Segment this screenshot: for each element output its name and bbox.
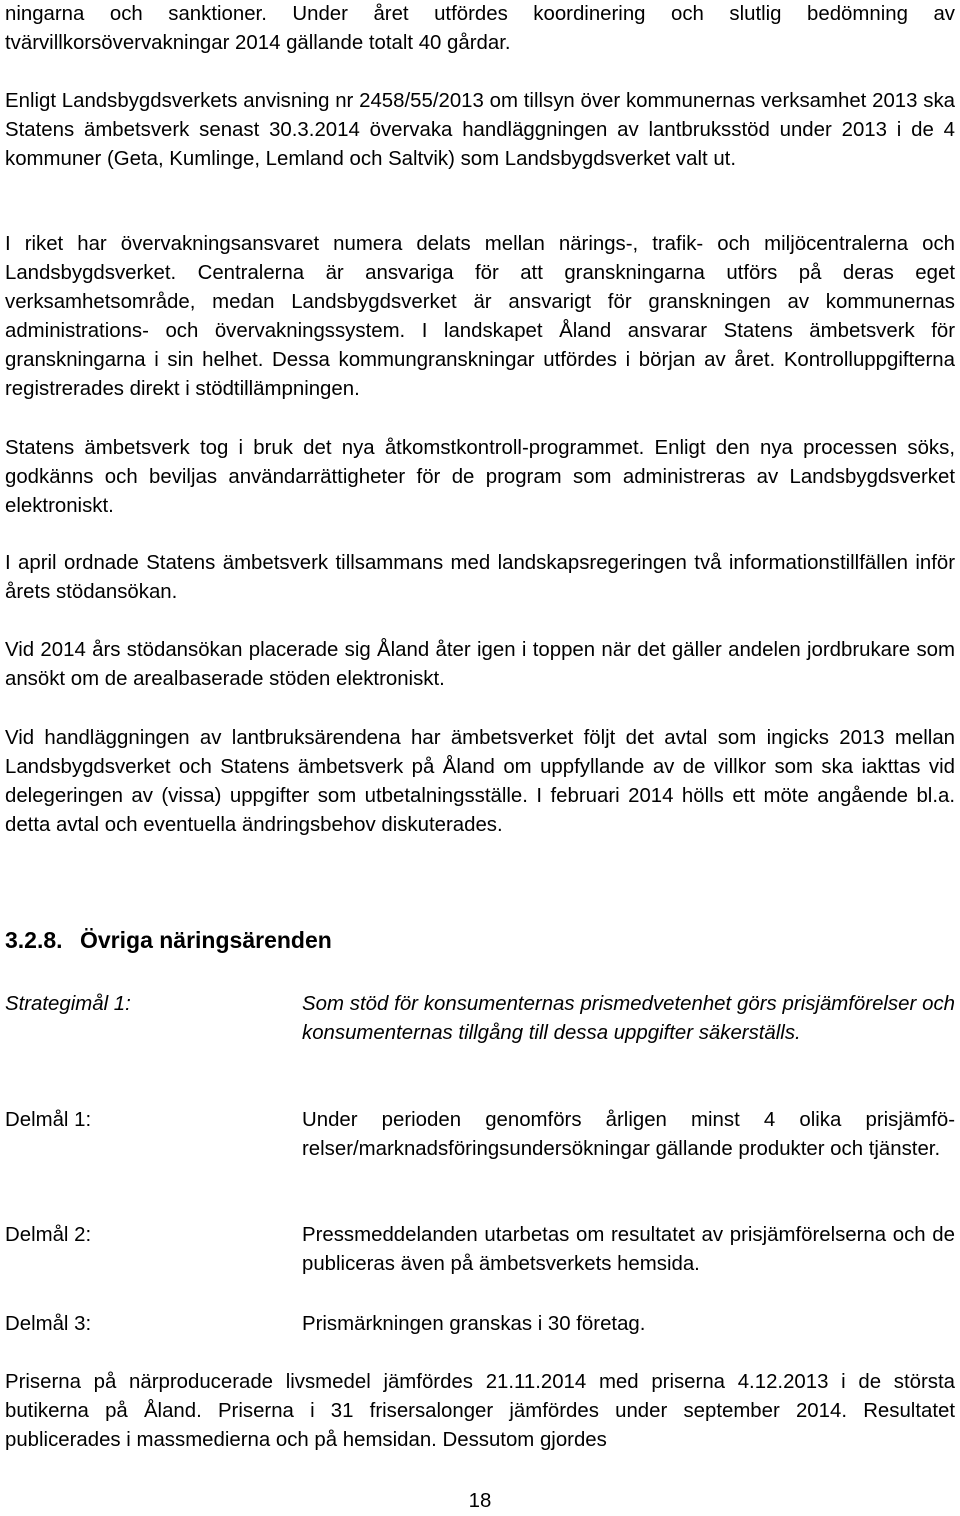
page-number: 18: [468, 1490, 492, 1512]
sub-goal-3-text: Prismärkningen granskas i 30 företag.: [302, 1313, 646, 1335]
paragraph-tvarvillkor: ningarna och sanktioner. Under året utfördes koordinering och slutlig bedömning av tvärvillkorsövervakningar 2014 gällande totalt 40 gårdar.: [5, 3, 955, 54]
paragraph-stodansokan: Vid 2014 års stödansökan placerade sig Åland åter igen i toppen när det gäller andelen jordbrukare som ansökt om de arealbaserade stöden elektroniskt.: [5, 639, 955, 690]
strategic-goal-label: Strategimål 1:: [5, 993, 131, 1015]
paragraph-atkomstkontroll: Statens ämbetsverk tog i bruk det nya åtkomstkontroll-programmet. Enligt den nya processen söks, godkänns och beviljas användarrättigheter för de program som administreras av Landsbygdsverket elektroniskt.: [5, 437, 955, 517]
section-heading: [5, 923, 332, 957]
paragraph-prisjamforelser: Priserna på närproducerade livsmedel jämfördes 21.11.2014 med priserna 4.12.2013 i de största butikerna på Åland. Priserna i 31 frisersalonger jämfördes under september 2014. Resultatet publicerades i massmedierna och på hemsidan. Dessutom gjordes: [5, 1371, 955, 1451]
paragraph-avtal: Vid handläggningen av lantbruksärendena har ämbetsverket följt det avtal som ingicks 2013 mellan Landsbygdsverket och Statens ämbetsverk på Åland om uppfyllande av de villkor som ska iakttas vid delegeringen av (vissa) uppgifter som utbetalningsställe. I februari 2014 hölls ett möte angående bl.a. detta avtal och eventuella ändringsbehov diskuterades.: [5, 727, 955, 836]
section-title: Övriga näringsärenden: [80, 927, 332, 953]
strategic-goal-text: Som stöd för konsumenternas prismedvetenhet görs prisjämförelser och konsumenternas tillgång till dessa uppgifter säkerställs.: [302, 993, 955, 1044]
sub-goal-3-label: Delmål 3:: [5, 1313, 92, 1335]
sub-goal-2-label: Delmål 2:: [5, 1224, 92, 1246]
sub-goal-1-label: Delmål 1:: [5, 1109, 92, 1131]
sub-goal-2-text: Pressmeddelanden utarbetas om resultatet av prisjämförelserna och de publiceras även på ämbetsverkets hemsida.: [302, 1224, 955, 1275]
paragraph-overvakningsansvar: I riket har övervakningsansvaret numera delats mellan närings-, trafik- och miljöcentralerna och Landsbygdsverket. Centralerna är ansvariga för att granskningarna utförs på deras eget verksamhetsområde, medan Landsbygdsverket är ansvarigt för granskningen av kommunernas administrations- och övervakningssystem. I landskapet Åland ansvarar Statens ämbetsverk för granskningarna i sin helhet. Dessa kommungranskningar utfördes i början av året. Kontrolluppgifterna registrerades direkt i stödtillämpningen.: [5, 233, 955, 400]
paragraph-tillsyn-kommuner: Enligt Landsbygdsverkets anvisning nr 2458/55/2013 om tillsyn över kommunernas verksamhet 2013 ska Statens ämbetsverk senast 30.3.2014 övervaka handläggningen av lantbruksstöd under 2013 i de 4 kommuner (Geta, Kumlinge, Lemland och Saltvik) som Landsbygdsverket valt ut.: [5, 90, 955, 170]
sub-goal-1-text: Under perioden genomförs årligen minst 4 olika prisjämförelser/marknadsföringsundersökningar gällande produkter och tjänster.: [302, 1109, 955, 1160]
paragraph-informationstillfallen: I april ordnade Statens ämbetsverk tillsammans med landskapsregeringen två informationstillfällen inför årets stödansökan.: [5, 552, 955, 603]
section-number: 3.2.8.: [5, 927, 63, 953]
